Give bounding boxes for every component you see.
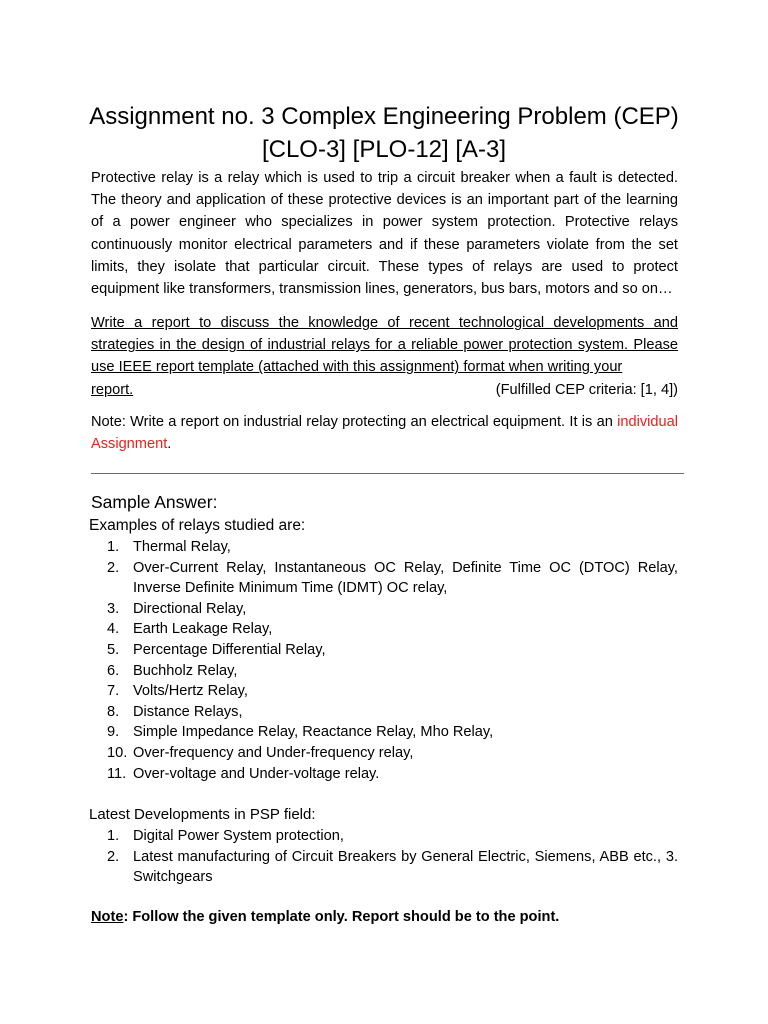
note-end: . [167,436,172,453]
individual-assignment-highlight: individual Assignment [91,414,678,453]
item-text: Directional Relay, [133,600,247,617]
item-number: 2. [107,848,120,865]
final-note-label: Note [91,909,124,925]
sample-answer-heading: Sample Answer: [91,492,218,512]
item-text: Latest manufacturing of Circuit Breakers by General Electric, Siemens, ABB etc., 3. Switchgears [133,848,678,886]
list-item [107,599,678,620]
developments-list [107,826,678,888]
list-item [107,743,678,764]
list-item [107,537,678,558]
list-item [107,558,678,599]
item-text: Digital Power System protection, [133,828,344,844]
list-item [107,702,678,723]
list-item [107,764,678,785]
list-item [107,681,678,702]
assignment-title: Assignment no. 3 Complex Engineering Problem (CEP) [89,103,679,130]
item-number: 4. [107,621,120,638]
list-item [107,847,678,888]
item-number: 1. [107,828,120,844]
item-text: Buchholz Relay, [133,662,238,679]
item-text: Over-Current Relay, Instantaneous OC Relay, Definite Time OC (DTOC) Relay, Inverse Definite Minimum Time (IDMT) OC relay, [133,559,678,597]
item-number: 11. [107,765,127,782]
item-text: Volts/Hertz Relay, [133,683,248,700]
list-item [107,826,678,847]
item-number: 7. [107,683,120,700]
list-item [107,722,678,743]
item-number: 1. [107,539,120,555]
item-number: 10. [107,744,128,761]
task-last-line [91,379,678,401]
item-text: Percentage Differential Relay, [133,641,326,658]
list-item [107,619,678,640]
item-text: Earth Leakage Relay, [133,621,273,638]
intro-paragraph: Protective relay is a relay which is used to trip a circuit breaker when a fault is detected. The theory and application of these protective devices is an important part of the learning of a power engineer who specializes in power system protection. Protective relays continuously monitor electrical parameters and if these parameters violate from the set limits, they isolate that particular circuit. These types of relays are used to protect equipment like transformers, transmission lines, generators, bus bars, motors and so on… [91,170,678,298]
item-number: 2. [107,559,120,576]
final-note [91,906,559,928]
item-text: Simple Impedance Relay, Reactance Relay, Mho Relay, [133,724,494,741]
section-divider [91,473,684,474]
assignment-codes: [CLO-3] [PLO-12] [A-3] [261,136,507,163]
final-note-text: : Follow the given template only. Report should be to the point. [123,909,560,925]
task-text: Write a report to discuss the knowledge of recent technological developments and strategies in the design of industrial relays for a reliable power protection system. Please use IEEE report template (attached with this assignment) format when writing your [91,315,678,376]
latest-developments-heading: Latest Developments in PSP field: [89,806,316,823]
relay-list [107,537,678,784]
item-number: 5. [107,641,120,658]
item-text: Over-voltage and Under-voltage relay. [133,765,380,782]
item-number: 9. [107,724,120,741]
examples-heading: Examples of relays studied are: [89,517,306,534]
item-number: 8. [107,703,120,720]
item-number: 6. [107,662,120,679]
cep-criteria: (Fulfilled CEP criteria: [1, 4]) [495,381,678,398]
task-last-word: report. [91,381,134,398]
list-item [107,661,678,682]
note-paragraph [91,411,678,455]
task-paragraph [91,312,678,401]
note-text: Note: Write a report on industrial relay protecting an electrical equipment. It is an [91,414,613,430]
item-text: Distance Relays, [133,703,243,720]
item-number: 3. [107,600,120,617]
item-text: Thermal Relay, [133,539,231,555]
list-item [107,640,678,661]
item-text: Over-frequency and Under-frequency relay, [133,744,414,761]
